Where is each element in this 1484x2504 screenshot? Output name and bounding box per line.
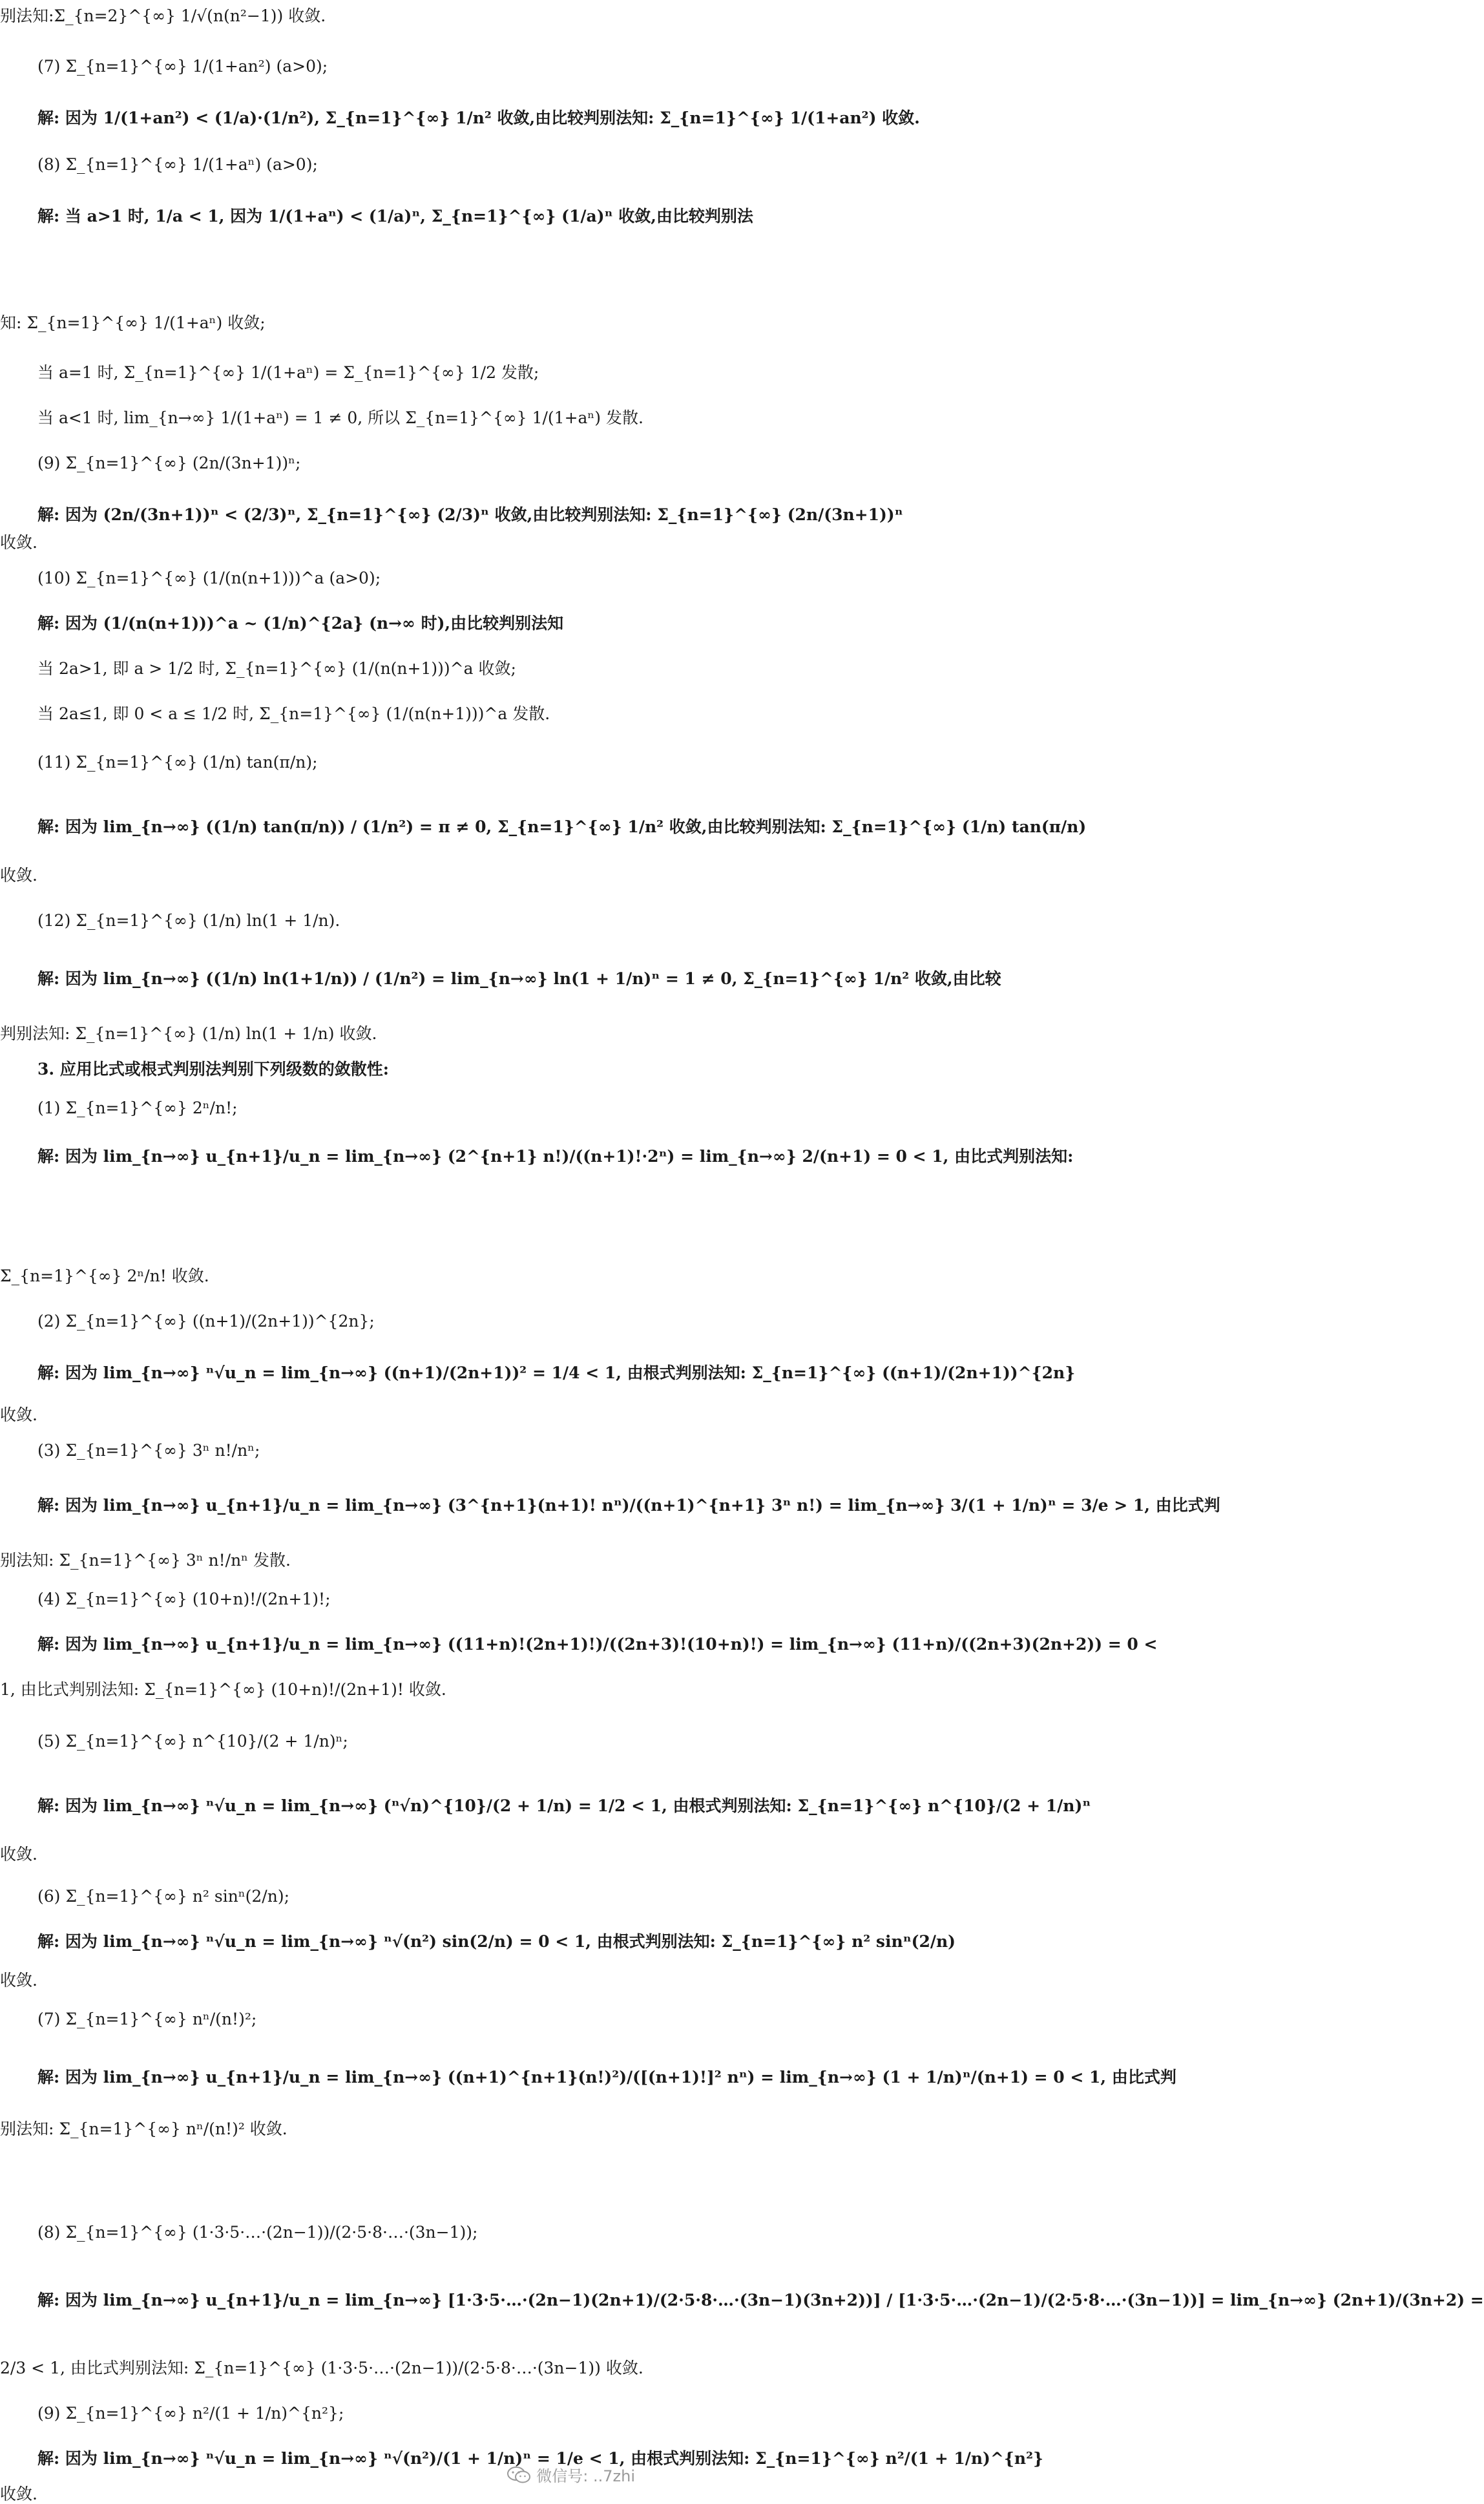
text-line: (9) Σ_{n=1}^{∞} n²/(1 + 1/n)^{n²}; [37, 2404, 344, 2423]
text-line: 解: 因为 lim_{n→∞} u_{n+1}/u_n = lim_{n→∞} (2^{n+1} n!)/((n+1)!·2ⁿ) = lim_{n→∞} 2/(n+1) = 0 < 1, 由比式判别法知: [37, 1147, 1074, 1166]
text-line: 解: 因为 lim_{n→∞} ⁿ√u_n = lim_{n→∞} ((n+1)/(2n+1))² = 1/4 < 1, 由根式判别法知: Σ_{n=1}^{∞} ((n+1)/(2n+1))^{2n} [37, 1363, 1076, 1382]
text-line: 别法知: Σ_{n=1}^{∞} nⁿ/(n!)² 收敛. [0, 2120, 287, 2138]
text-line: (3) Σ_{n=1}^{∞} 3ⁿ n!/nⁿ; [37, 1441, 260, 1460]
text-line: 当 2a>1, 即 a > 1/2 时, Σ_{n=1}^{∞} (1/(n(n+1)))^a 收敛; [37, 659, 516, 678]
text-line: 解: 因为 1/(1+an²) < (1/a)·(1/n²), Σ_{n=1}^{∞} 1/n² 收敛,由比较判别法知: Σ_{n=1}^{∞} 1/(1+an²) 收敛. [37, 109, 920, 127]
text-line: (9) Σ_{n=1}^{∞} (2n/(3n+1))ⁿ; [37, 454, 301, 472]
text-line: 解: 因为 lim_{n→∞} ⁿ√u_n = lim_{n→∞} ⁿ√(n²)/(1 + 1/n)ⁿ = 1/e < 1, 由根式判别法知: Σ_{n=1}^{∞} n²/(1 + 1/n)^{n²} [37, 2449, 1044, 2468]
text-line: 2/3 < 1, 由比式判别法知: Σ_{n=1}^{∞} (1·3·5·…·(2n−1))/(2·5·8·…·(3n−1)) 收敛. [0, 2359, 643, 2377]
text-line: 当 a=1 时, Σ_{n=1}^{∞} 1/(1+aⁿ) = Σ_{n=1}^{∞} 1/2 发散; [37, 363, 539, 382]
text-line: (8) Σ_{n=1}^{∞} (1·3·5·…·(2n−1))/(2·5·8·…·(3n−1)); [37, 2223, 478, 2242]
text-line: 别法知:Σ_{n=2}^{∞} 1/√(n(n²−1)) 收敛. [0, 6, 326, 25]
watermark [507, 2463, 635, 2486]
text-line: 知: Σ_{n=1}^{∞} 1/(1+aⁿ) 收敛; [0, 313, 266, 332]
text-line: 判别法知: Σ_{n=1}^{∞} (1/n) ln(1 + 1/n) 收敛. [0, 1024, 377, 1043]
text-line: (2) Σ_{n=1}^{∞} ((n+1)/(2n+1))^{2n}; [37, 1312, 375, 1331]
text-line: 解: 因为 lim_{n→∞} ⁿ√u_n = lim_{n→∞} ⁿ√(n²) sin(2/n) = 0 < 1, 由根式判别法知: Σ_{n=1}^{∞} n² sinⁿ(2/n) [37, 1932, 956, 1951]
wechat-icon [507, 2465, 531, 2485]
text-line: 解: 当 a>1 时, 1/a < 1, 因为 1/(1+aⁿ) < (1/a)ⁿ, Σ_{n=1}^{∞} (1/a)ⁿ 收敛,由比较判别法 [37, 207, 753, 226]
text-line: (7) Σ_{n=1}^{∞} 1/(1+an²) (a>0); [37, 57, 328, 76]
text-line: 解: 因为 lim_{n→∞} ((1/n) ln(1+1/n)) / (1/n²) = lim_{n→∞} ln(1 + 1/n)ⁿ = 1 ≠ 0, Σ_{n=1}^{∞} 1/n² 收敛,由比较 [37, 969, 1001, 988]
text-line: (7) Σ_{n=1}^{∞} nⁿ/(n!)²; [37, 2010, 257, 2028]
text-line: 1, 由比式判别法知: Σ_{n=1}^{∞} (10+n)!/(2n+1)! 收敛. [0, 1680, 446, 1699]
text-line: (1) Σ_{n=1}^{∞} 2ⁿ/n!; [37, 1099, 238, 1117]
text-line: 解: 因为 lim_{n→∞} ((1/n) tan(π/n)) / (1/n²) = π ≠ 0, Σ_{n=1}^{∞} 1/n² 收敛,由比较判别法知: Σ_{n=1}^{∞} (1/n) tan(π/n) [37, 817, 1087, 836]
text-line: 3. 应用比式或根式判别法判别下列级数的敛散性: [37, 1060, 390, 1078]
text-line: 解: 因为 (1/(n(n+1)))^a ~ (1/n)^{2a} (n→∞ 时),由比较判别法知 [37, 614, 564, 633]
text-line: 解: 因为 lim_{n→∞} u_{n+1}/u_n = lim_{n→∞} ((n+1)^{n+1}(n!)²)/([(n+1)!]² nⁿ) = lim_{n→∞} (1 + 1/n)ⁿ/(n+1) = 0 < 1, 由比式判 [37, 2068, 1176, 2087]
text-line: Σ_{n=1}^{∞} 2ⁿ/n! 收敛. [0, 1267, 209, 1285]
text-line: 收敛. [0, 866, 37, 885]
text-line: 当 a<1 时, lim_{n→∞} 1/(1+aⁿ) = 1 ≠ 0, 所以 Σ_{n=1}^{∞} 1/(1+aⁿ) 发散. [37, 408, 643, 427]
text-line: 收敛. [0, 1405, 37, 1424]
text-line: (10) Σ_{n=1}^{∞} (1/(n(n+1)))^a (a>0); [37, 569, 381, 587]
text-line: 解: 因为 lim_{n→∞} u_{n+1}/u_n = lim_{n→∞} (3^{n+1}(n+1)! nⁿ)/((n+1)^{n+1} 3ⁿ n!) = lim_{n→∞} 3/(1 + 1/n)ⁿ = 3/e > 1, 由比式判 [37, 1496, 1220, 1515]
text-line: 解: 因为 lim_{n→∞} u_{n+1}/u_n = lim_{n→∞} [1·3·5·…·(2n−1)(2n+1)/(2·5·8·…·(3n−1)(3n+2))] / [1·3·5·…·(2n−1)/(2·5·8·…·(3n−1))] = lim_{n→∞} (2n+1)/(3n+2) = [37, 2291, 1484, 2309]
text-line: (4) Σ_{n=1}^{∞} (10+n)!/(2n+1)!; [37, 1590, 331, 1608]
text-line: 收敛. [0, 2485, 37, 2503]
text-line: 收敛. [0, 1845, 37, 1864]
text-line: 收敛. [0, 1971, 37, 1990]
text-line: (6) Σ_{n=1}^{∞} n² sinⁿ(2/n); [37, 1887, 290, 1906]
watermark-text: 微信号: ..7zhi [536, 2467, 635, 2485]
text-line: 当 2a≤1, 即 0 < a ≤ 1/2 时, Σ_{n=1}^{∞} (1/(n(n+1)))^a 发散. [37, 704, 550, 723]
text-line: (8) Σ_{n=1}^{∞} 1/(1+aⁿ) (a>0); [37, 155, 318, 174]
text-line: (12) Σ_{n=1}^{∞} (1/n) ln(1 + 1/n). [37, 911, 340, 930]
text-line: 解: 因为 lim_{n→∞} ⁿ√u_n = lim_{n→∞} (ⁿ√n)^{10}/(2 + 1/n) = 1/2 < 1, 由根式判别法知: Σ_{n=1}^{∞} n^{10}/(2 + 1/n)ⁿ [37, 1796, 1091, 1815]
text-line: 别法知: Σ_{n=1}^{∞} 3ⁿ n!/nⁿ 发散. [0, 1551, 291, 1570]
text-line: (5) Σ_{n=1}^{∞} n^{10}/(2 + 1/n)ⁿ; [37, 1732, 348, 1751]
text-line: 解: 因为 lim_{n→∞} u_{n+1}/u_n = lim_{n→∞} ((11+n)!(2n+1)!)/((2n+3)!(10+n)!) = lim_{n→∞} (11+n)/((2n+3)(2n+2)) = 0 < [37, 1635, 1158, 1654]
text-line: 解: 因为 (2n/(3n+1))ⁿ < (2/3)ⁿ, Σ_{n=1}^{∞} (2/3)ⁿ 收敛,由比较判别法知: Σ_{n=1}^{∞} (2n/(3n+1))ⁿ [37, 505, 903, 524]
text-line: 收敛. [0, 533, 37, 552]
text-line: (11) Σ_{n=1}^{∞} (1/n) tan(π/n); [37, 753, 318, 772]
